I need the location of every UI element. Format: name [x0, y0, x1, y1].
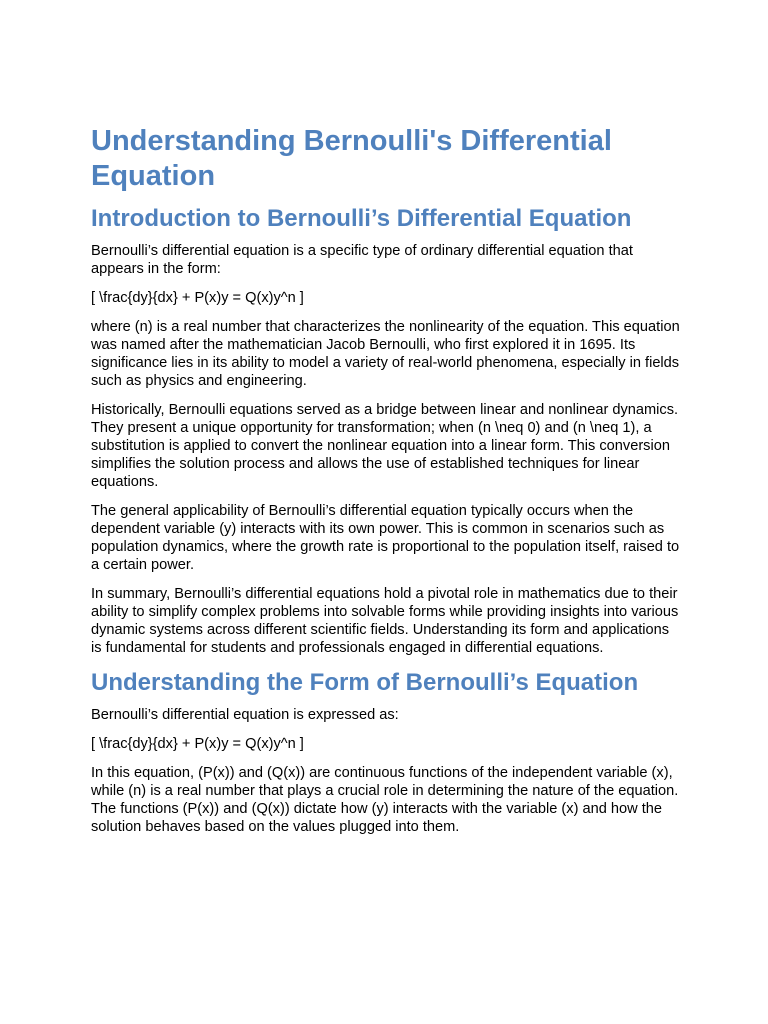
paragraph: Historically, Bernoulli equations served as a bridge between linear and nonlinear dynamics. They present a unique opportunity for transformation; when (n \neq 0) and (n \neq 1), a substitution is applied to convert the nonlinear equation into a linear form. This conversion simplifies the solution process and allows the use of established techniques for linear equations.	[91, 402, 679, 490]
section-form	[91, 668, 681, 836]
paragraph: Bernoulli’s differential equation is a specific type of ordinary differential equation that appears in the form:	[91, 243, 633, 277]
paragraph: Bernoulli’s differential equation is expressed as:	[91, 707, 399, 723]
section-introduction	[91, 204, 681, 657]
equation-line: [ \frac{dy}{dx} + P(x)y = Q(x)y^n ]	[91, 736, 304, 752]
paragraph: where (n) is a real number that characterizes the nonlinearity of the equation. This equation was named after the mathematician Jacob Bernoulli, who first explored it in 1695. Its significance lies in its ability to model a variety of real-world phenomena, especially in fields such as physics and engineering.	[91, 319, 680, 389]
paragraph: In this equation, (P(x)) and (Q(x)) are continuous functions of the independent variable (x), while (n) is a real number that plays a crucial role in determining the nature of the equation. The functions (P(x)) and (Q(x)) dictate how (y) interacts with the variable (x) and how the solution behaves based on the values plugged into them.	[91, 765, 679, 835]
document-page	[91, 124, 681, 847]
equation-line: [ \frac{dy}{dx} + P(x)y = Q(x)y^n ]	[91, 290, 304, 306]
section-heading: Understanding the Form of Bernoulli’s Equation	[91, 669, 639, 696]
paragraph: In summary, Bernoulli’s differential equations hold a pivotal role in mathematics due to their ability to simplify complex problems into solvable forms while providing insights into various dynamic systems across different scientific fields. Understanding its form and applications is fundamental for students and professionals engaged in differential equations.	[91, 586, 679, 656]
document-title: Understanding Bernoulli's Differential Equation	[91, 125, 612, 192]
paragraph: The general applicability of Bernoulli’s differential equation typically occurs when the dependent variable (y) interacts with its own power. This is common in scenarios such as population dynamics, where the growth rate is proportional to the population itself, raised to a certain power.	[91, 503, 680, 573]
section-heading: Introduction to Bernoulli’s Differential Equation	[91, 205, 632, 232]
